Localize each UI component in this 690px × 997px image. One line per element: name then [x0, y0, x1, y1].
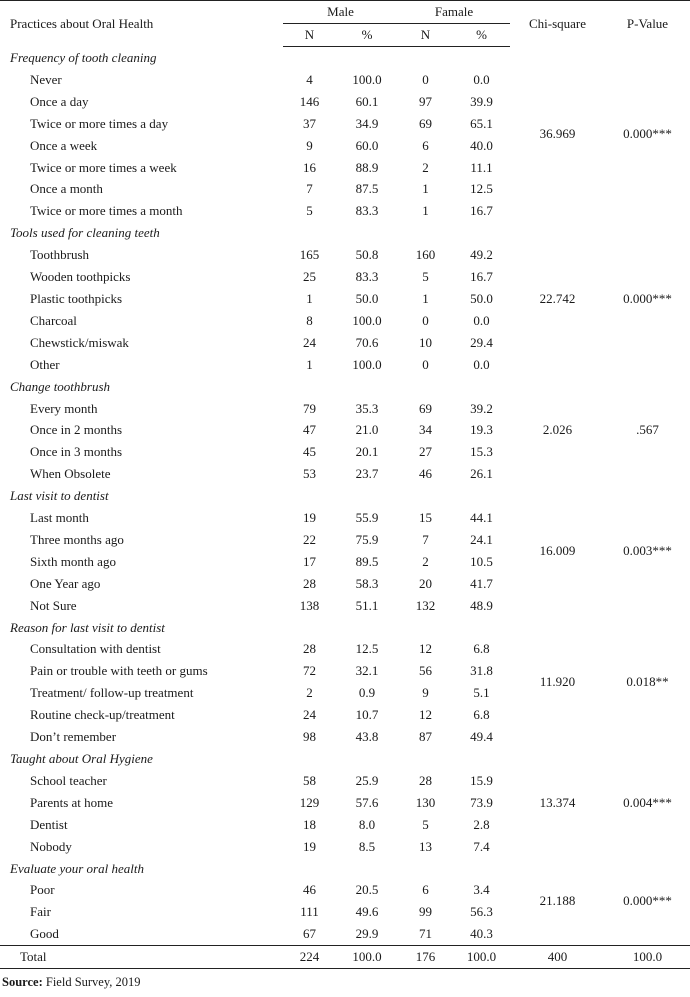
row-label: One Year ago: [30, 575, 101, 591]
section-header-row: [0, 748, 690, 770]
row-label: Sixth month ago: [30, 553, 116, 569]
total-male-pct: 100.0: [336, 946, 398, 969]
male-pct: 50.0: [355, 290, 379, 306]
row-label: Dentist: [30, 816, 68, 832]
male-pct: 55.9: [355, 510, 379, 526]
female-pct: 48.9: [470, 597, 493, 613]
male-pct: 20.1: [355, 444, 379, 460]
female-n: 34: [419, 422, 432, 438]
female-pct: 5.1: [473, 685, 490, 701]
section-header-row: [0, 485, 690, 507]
female-n: 99: [419, 904, 432, 920]
row-label: Fair: [30, 904, 51, 920]
female-pct: 49.4: [470, 729, 493, 745]
male-n: 7: [306, 181, 313, 197]
row-label: Three months ago: [30, 531, 124, 547]
row-label: Twice or more times a week: [30, 159, 177, 175]
section-p-value: 0.018**: [626, 674, 669, 690]
section-header-row: [0, 376, 690, 398]
male-n: 79: [303, 400, 316, 416]
male-n: 58: [303, 772, 316, 788]
female-pct: 56.3: [470, 904, 493, 920]
male-pct: 29.9: [355, 926, 379, 942]
male-n: 28: [303, 575, 316, 591]
male-pct: 49.6: [355, 904, 379, 920]
male-pct: 43.8: [355, 729, 379, 745]
section-p-value: 0.003***: [623, 542, 672, 558]
section-title: Last visit to dentist: [10, 488, 109, 504]
female-n: 7: [422, 531, 429, 547]
female-pct: 12.5: [470, 181, 493, 197]
male-pct: 87.5: [355, 181, 379, 197]
header-female: Famale: [398, 1, 510, 24]
section-header-row: [0, 617, 690, 639]
male-pct: 35.3: [355, 400, 379, 416]
female-n: 87: [419, 729, 432, 745]
total-row: [0, 946, 690, 969]
female-n: 0: [422, 71, 429, 87]
row-label: Once a day: [30, 93, 89, 109]
male-n: 24: [303, 707, 316, 723]
row-label: Not Sure: [30, 597, 77, 613]
total-male-n: 224: [283, 946, 336, 969]
female-n: 6: [422, 137, 429, 153]
header-male-pct: %: [336, 24, 398, 47]
section-chi-square: 16.009: [539, 542, 576, 558]
row-label: When Obsolete: [30, 466, 111, 482]
row-label: Routine check-up/treatment: [30, 707, 175, 723]
header-male: Male: [283, 1, 398, 24]
male-n: 37: [303, 115, 316, 131]
female-pct: 40.0: [470, 137, 493, 153]
female-n: 2: [422, 553, 429, 569]
male-n: 25: [303, 269, 316, 285]
male-pct: 25.9: [355, 772, 379, 788]
female-pct: 73.9: [470, 794, 493, 810]
female-n: 5: [422, 816, 429, 832]
row-label: Poor: [30, 882, 55, 898]
row-label: Toothbrush: [30, 247, 90, 263]
female-n: 10: [419, 334, 432, 350]
female-n: 160: [415, 247, 436, 263]
female-pct: 29.4: [470, 334, 493, 350]
female-n: 2: [422, 159, 429, 175]
male-pct: 57.6: [355, 794, 379, 810]
row-label: Good: [30, 926, 59, 942]
row-label: Every month: [30, 400, 98, 416]
female-pct: 24.1: [470, 531, 493, 547]
section-header-row: [0, 47, 690, 69]
header-male-n: N: [283, 24, 336, 47]
section-title: Frequency of tooth cleaning: [10, 50, 157, 65]
male-n: 5: [306, 203, 313, 219]
female-n: 0: [422, 312, 429, 328]
row-label: Don’t remember: [30, 729, 117, 745]
row-label: Twice or more times a month: [30, 203, 183, 219]
section-chi-square: 13.374: [539, 794, 576, 810]
female-pct: 41.7: [470, 575, 493, 591]
male-n: 19: [303, 838, 316, 854]
male-n: 72: [303, 663, 316, 679]
male-pct: 8.0: [358, 816, 376, 832]
male-n: 17: [303, 553, 316, 569]
female-n: 0: [422, 356, 429, 372]
male-n: 1: [306, 356, 313, 372]
female-pct: 10.5: [470, 553, 493, 569]
header-female-pct: %: [453, 24, 510, 47]
male-pct: 50.8: [355, 247, 379, 263]
female-pct: 44.1: [470, 510, 493, 526]
row-label: Once a month: [30, 181, 103, 197]
male-n: 111: [300, 904, 319, 920]
male-n: 2: [306, 685, 313, 701]
female-pct: 11.1: [470, 159, 493, 175]
section-chi-square: 22.742: [539, 290, 576, 306]
row-label: Consultation with dentist: [30, 641, 161, 657]
section-header-row: [0, 222, 690, 244]
female-pct: 49.2: [470, 247, 493, 263]
male-pct: 51.1: [355, 597, 379, 613]
section-p-value: .567: [636, 422, 659, 438]
male-n: 1: [306, 290, 313, 306]
female-n: 27: [419, 444, 432, 460]
male-n: 98: [303, 729, 316, 745]
row-label: Wooden toothpicks: [30, 269, 131, 285]
male-pct: 58.3: [355, 575, 379, 591]
total-female-pct: 100.0: [453, 946, 510, 969]
female-n: 97: [419, 93, 432, 109]
female-n: 69: [419, 400, 432, 416]
male-pct: 32.1: [355, 663, 379, 679]
male-n: 67: [303, 926, 316, 942]
total-chi: 400: [510, 946, 605, 969]
female-n: 71: [419, 926, 432, 942]
header-chi-square: Chi-square: [510, 1, 605, 47]
row-label: Pain or trouble with teeth or gums: [30, 663, 208, 679]
row-label: Parents at home: [30, 794, 114, 810]
male-n: 8: [306, 312, 313, 328]
male-pct: 12.5: [355, 641, 379, 657]
female-n: 46: [419, 466, 432, 482]
section-p-value: 0.000***: [623, 290, 672, 306]
row-label: Treatment/ follow-up treatment: [30, 685, 194, 701]
female-n: 1: [422, 181, 429, 197]
male-pct: 34.9: [355, 115, 379, 131]
female-pct: 26.1: [470, 466, 493, 482]
female-pct: 39.9: [470, 93, 493, 109]
header-p-value: P-Value: [605, 1, 690, 47]
male-n: 19: [303, 510, 316, 526]
male-pct: 88.9: [355, 159, 379, 175]
row-label: Once in 3 months: [30, 444, 123, 460]
female-n: 15: [419, 510, 432, 526]
male-n: 46: [303, 882, 316, 898]
male-n: 22: [303, 531, 316, 547]
male-pct: 100.0: [352, 312, 382, 328]
row-label: Once in 2 months: [30, 422, 123, 438]
row-label: Last month: [30, 510, 89, 526]
female-n: 28: [419, 772, 432, 788]
female-pct: 40.3: [470, 926, 493, 942]
row-label: Never: [30, 71, 62, 87]
female-n: 1: [422, 290, 429, 306]
row-label: Once a week: [30, 137, 98, 153]
header-female-n: N: [398, 24, 453, 47]
male-n: 53: [303, 466, 316, 482]
female-pct: 19.3: [470, 422, 493, 438]
female-n: 5: [422, 269, 429, 285]
section-chi-square: 2.026: [542, 422, 573, 438]
male-pct: 75.9: [355, 531, 379, 547]
male-n: 165: [299, 247, 320, 263]
female-n: 132: [415, 597, 436, 613]
female-pct: 39.2: [470, 400, 493, 416]
female-n: 56: [419, 663, 432, 679]
female-n: 130: [415, 794, 436, 810]
male-pct: 10.7: [355, 707, 379, 723]
male-n: 138: [299, 597, 320, 613]
row-label: Twice or more times a day: [30, 115, 169, 131]
female-n: 13: [419, 838, 432, 854]
male-pct: 100.0: [352, 356, 382, 372]
male-pct: 89.5: [355, 553, 379, 569]
section-chi-square: 36.969: [539, 126, 576, 142]
section-title: Taught about Oral Hygiene: [10, 751, 153, 766]
male-n: 18: [303, 816, 316, 832]
male-n: 9: [306, 137, 313, 153]
female-pct: 0.0: [473, 312, 490, 328]
female-pct: 15.9: [470, 772, 493, 788]
female-pct: 3.4: [473, 882, 490, 898]
row-label: Nobody: [30, 838, 72, 854]
female-pct: 16.7: [470, 269, 493, 285]
total-label: Total: [0, 946, 283, 969]
header-row-top: [0, 1, 690, 24]
row-label: Other: [30, 356, 60, 372]
total-p: 100.0: [605, 946, 690, 969]
male-pct: 60.0: [355, 137, 379, 153]
female-pct: 31.8: [470, 663, 493, 679]
female-pct: 0.0: [473, 356, 490, 372]
male-n: 129: [299, 794, 320, 810]
total-female-n: 176: [398, 946, 453, 969]
male-n: 16: [303, 159, 316, 175]
female-pct: 6.8: [473, 707, 490, 723]
female-pct: 6.8: [473, 641, 490, 657]
section-title: Reason for last visit to dentist: [10, 619, 165, 635]
section-p-value: 0.000***: [623, 126, 672, 142]
male-pct: 70.6: [355, 334, 379, 350]
row-label: School teacher: [30, 772, 107, 788]
male-n: 24: [303, 334, 316, 350]
table-body: [0, 47, 690, 946]
male-pct: 21.0: [355, 422, 379, 438]
male-pct: 8.5: [358, 838, 376, 854]
female-n: 12: [419, 707, 432, 723]
section-chi-square: 21.188: [539, 893, 576, 909]
section-chi-square: 11.920: [539, 674, 576, 690]
row-label: Plastic toothpicks: [30, 290, 123, 306]
header-practices: Practices about Oral Health: [0, 1, 283, 47]
female-pct: 15.3: [470, 444, 493, 460]
section-title: Evaluate your oral health: [10, 860, 144, 876]
source-note: [0, 975, 690, 990]
section-header-row: [0, 858, 690, 880]
female-n: 12: [419, 641, 432, 657]
female-pct: 0.0: [473, 71, 490, 87]
female-n: 69: [419, 115, 432, 131]
male-pct: 83.3: [355, 269, 379, 285]
female-pct: 2.8: [473, 816, 490, 832]
female-pct: 50.0: [470, 290, 493, 306]
section-title: Tools used for cleaning teeth: [10, 225, 160, 241]
male-n: 45: [303, 444, 316, 460]
section-title: Change toothbrush: [10, 378, 111, 394]
male-n: 146: [299, 93, 320, 109]
row-label: Charcoal: [30, 312, 77, 328]
source-label: Source:: [2, 975, 43, 990]
male-n: 4: [306, 71, 313, 87]
female-n: 1: [422, 203, 429, 219]
female-pct: 65.1: [470, 115, 493, 131]
female-n: 9: [422, 685, 429, 701]
section-p-value: 0.004***: [623, 794, 672, 810]
female-pct: 16.7: [470, 203, 493, 219]
female-n: 20: [419, 575, 432, 591]
section-p-value: 0.000***: [623, 893, 672, 909]
male-pct: 0.9: [358, 685, 376, 701]
male-pct: 83.3: [355, 203, 379, 219]
male-n: 28: [303, 641, 316, 657]
female-pct: 7.4: [473, 838, 490, 854]
female-n: 6: [422, 882, 429, 898]
male-pct: 60.1: [355, 93, 379, 109]
male-pct: 100.0: [352, 71, 382, 87]
source-text: Field Survey, 2019: [42, 975, 141, 990]
male-n: 47: [303, 422, 316, 438]
row-label: Chewstick/miswak: [30, 334, 129, 350]
male-pct: 23.7: [355, 466, 379, 482]
male-pct: 20.5: [355, 882, 379, 898]
